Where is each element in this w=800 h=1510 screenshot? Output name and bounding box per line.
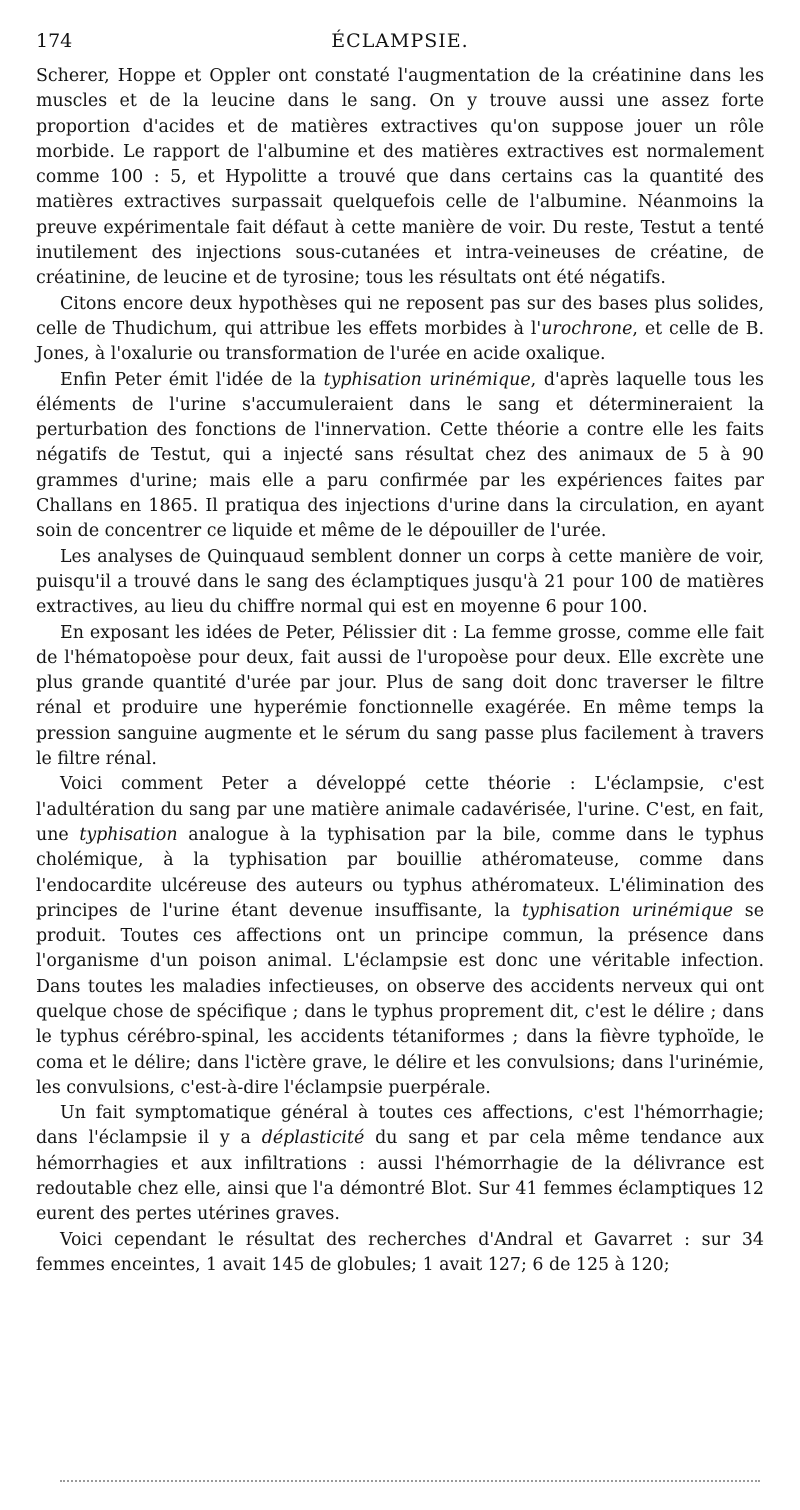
- text-run: En exposant les idées de Peter, Pélissier dit : La femme grosse, comme elle fait de l'hématopoèse pour deux, fait aussi de l'uropoèse pour deux. Elle excrète une plus grande quantité d'urée par jour. Plus de sang doit donc traverser le filtre rénal et produire une hyperémie fonctionnelle exagérée. En même temps la pression sanguine augmente et le sérum du sang passe plus facilement à travers le filtre rénal.: [36, 622, 764, 770]
- paragraph: [36, 621, 764, 773]
- page-body: [36, 64, 764, 1278]
- paragraph: [36, 1228, 764, 1279]
- text-run: , et celle de B. Jones, à l'oxalurie ou transformation de l'urée en acide oxalique.: [36, 318, 765, 365]
- italic-term: typhisation urinémique: [521, 900, 734, 921]
- paragraph: [36, 772, 764, 1101]
- text-run: du sang et par cela même tendance aux hémorrhagies et aux infiltrations : aussi l'hémorrhagie de la délivrance est redoutable chez elle, ainsi que l'a démontré Blot. Sur 41 femmes éclamptiques 12 eurent des pertes utérines graves.: [36, 1128, 764, 1225]
- running-header: [36, 30, 764, 60]
- text-run: Voici comment Peter a développé cette théorie : L'éclampsie, c'est l'adultération du sang par une matière animale cadavérisée, l'urine. C'est, en fait, une: [36, 774, 764, 845]
- footer-dotted-rule: [60, 1480, 760, 1482]
- italic-term: typhisation: [79, 824, 178, 845]
- text-run: , d'après laquelle tous les éléments de l'urine s'accumuleraient dans le sang et détermineraient la perturbation des fonctions de l'innervation. Cette théorie a contre elle les faits négatifs de Testut, qui a injecté sans résultat chez des animaux de 5 à 90 grammes d'urine; mais elle a paru confirmée par les expériences faites par Challans en 1865. Il pratiqua des injections d'urine dans la circulation, en ayant soin de concentrer ce liquide et même de le dépouiller de l'urée.: [36, 369, 764, 542]
- paragraph: [36, 545, 764, 621]
- running-title: ÉCLAMPSIE.: [331, 30, 469, 52]
- text-run: Les analyses de Quinquaud semblent donner un corps à cette manière de voir, puisqu'il a trouvé dans le sang des éclamptiques jusqu'à 21 pour 100 de matières extractives, au lieu du chiffre normal qui est en moyenne 6 pour 100.: [36, 546, 764, 618]
- text-run: Scherer, Hoppe et Oppler ont constaté l'augmentation de la créatinine dans les muscles et de la leucine dans le sang. On y trouve aussi une assez forte proportion d'acides et de matières extractives qu'on suppose jouer un rôle morbide. Le rapport de l'albumine et des matières extractives est normalement comme 100 : 5, et Hypolitte a trouvé que dans certains cas la quantité des matières extractives surpassait quelquefois celle de l'albumine. Néanmoins la preuve expérimentale fait défaut à cette manière de voir. Du reste, Testut a tenté inutilement des injections sous-cutanées et intra-veineuses de créatine, de créatinine, de leucine et de tyrosine; tous les résultats ont été négatifs.: [36, 66, 764, 289]
- text-run: Enfin Peter émit l'idée de la: [60, 369, 324, 390]
- text-run: analogue à la typhisation par la bile, comme dans le typhus cholémique, à la typhisation par bouillie athéromateuse, comme dans l'endocardite ulcéreuse des auteurs ou typhus athéromateux. L'élimination des principes de l'urine étant devenue insuffisante, la: [36, 824, 764, 921]
- italic-term: urochrone: [541, 318, 633, 339]
- paragraph: [36, 292, 764, 368]
- text-run: se produit. Toutes ces affections ont un principe commun, la présence dans l'organisme d'un poison animal. L'éclampsie est donc une véritable infection. Dans toutes les maladies infectieuses, on observe des accidents nerveux qui ont quelque chose de spécifique ; dans le typhus proprement dit, c'est le délire ; dans le typhus cérébro-spinal, les accidents tétaniformes ; dans la fièvre typhoïde, le coma et le délire; dans l'ictère grave, le délire et les convulsions; dans l'urinémie, les convulsions, c'est-à-dire l'éclampsie puerpérale.: [36, 900, 764, 1098]
- text-run: Un fait symptomatique général à toutes ces affections, c'est l'hémorrhagie; dans l'éclampsie il y a: [36, 1103, 764, 1149]
- text-run: Citons encore deux hypothèses qui ne reposent pas sur des bases plus solides, celle de Thudichum, qui attribue les effets morbides à l': [36, 293, 764, 339]
- italic-term: déplasticité: [261, 1128, 365, 1149]
- italic-term: typhisation urinémique: [323, 369, 531, 390]
- paragraph: [36, 64, 764, 292]
- paragraph: [36, 368, 764, 545]
- text-run: Voici cependant le résultat des recherches d'Andral et Gavarret : sur 34 femmes enceintes, 1 avait 145 de globules; 1 avait 127; 6 de 125 à 120;: [36, 1229, 764, 1275]
- page-number: 174: [36, 30, 73, 52]
- paragraph: [36, 1101, 764, 1227]
